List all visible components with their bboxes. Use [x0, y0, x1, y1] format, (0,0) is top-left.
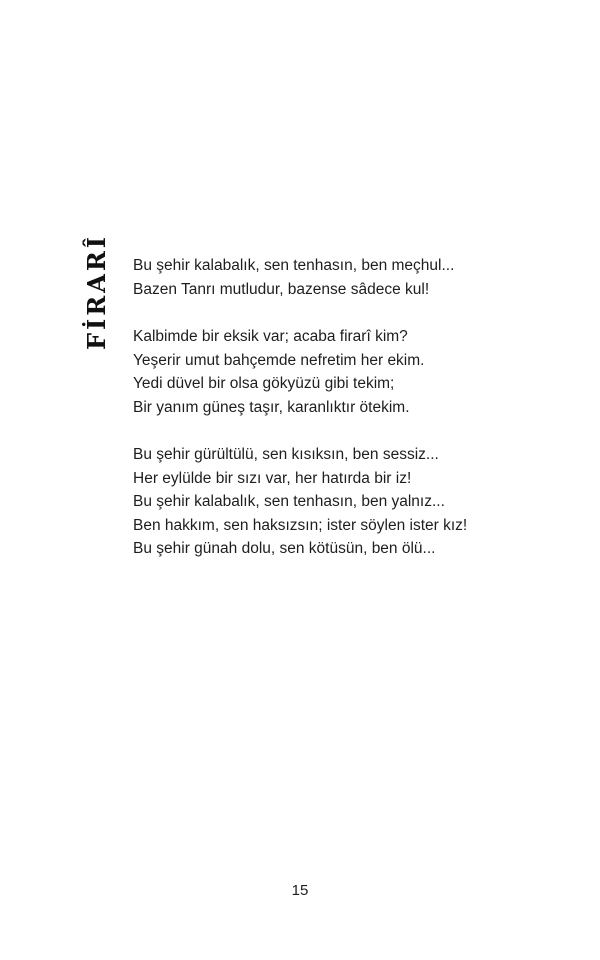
page-number: 15: [291, 882, 309, 899]
poem-line: Bu şehir kalabalık, sen tenhasın, ben yalnız...: [133, 493, 445, 510]
poem-line: Kalbimde bir eksik var; acaba firarî kim?: [133, 328, 408, 345]
poem-line: Bazen Tanrı mutludur, bazense sâdece kul!: [133, 280, 430, 298]
poem-line: Her eylülde bir sızı var, her hatırda bir iz!: [133, 469, 412, 487]
stanza: [133, 443, 467, 561]
poem-line: Bu şehir kalabalık, sen tenhasın, ben meçhul...: [133, 257, 455, 274]
poem-body: [133, 254, 467, 585]
stanza: [133, 325, 467, 419]
stanza: [133, 254, 467, 301]
poem-title: FİRARÎ: [82, 233, 111, 350]
poem-line: Bu şehir günah dolu, sen kötüsün, ben ölü...: [133, 540, 436, 557]
poem-line: Ben hakkım, sen haksızsın; ister söylen ister kız!: [133, 516, 468, 534]
poem-line: Bu şehir gürültülü, sen kısıksın, ben sessiz...: [133, 446, 439, 463]
poem-line: Yeşerir umut bahçemde nefretim her ekim.: [133, 351, 425, 369]
poem-line: Bir yanım güneş taşır, karanlıktır ötekim.: [133, 398, 410, 416]
poem-line: Yedi düvel bir olsa gökyüzü gibi tekim;: [133, 375, 395, 392]
